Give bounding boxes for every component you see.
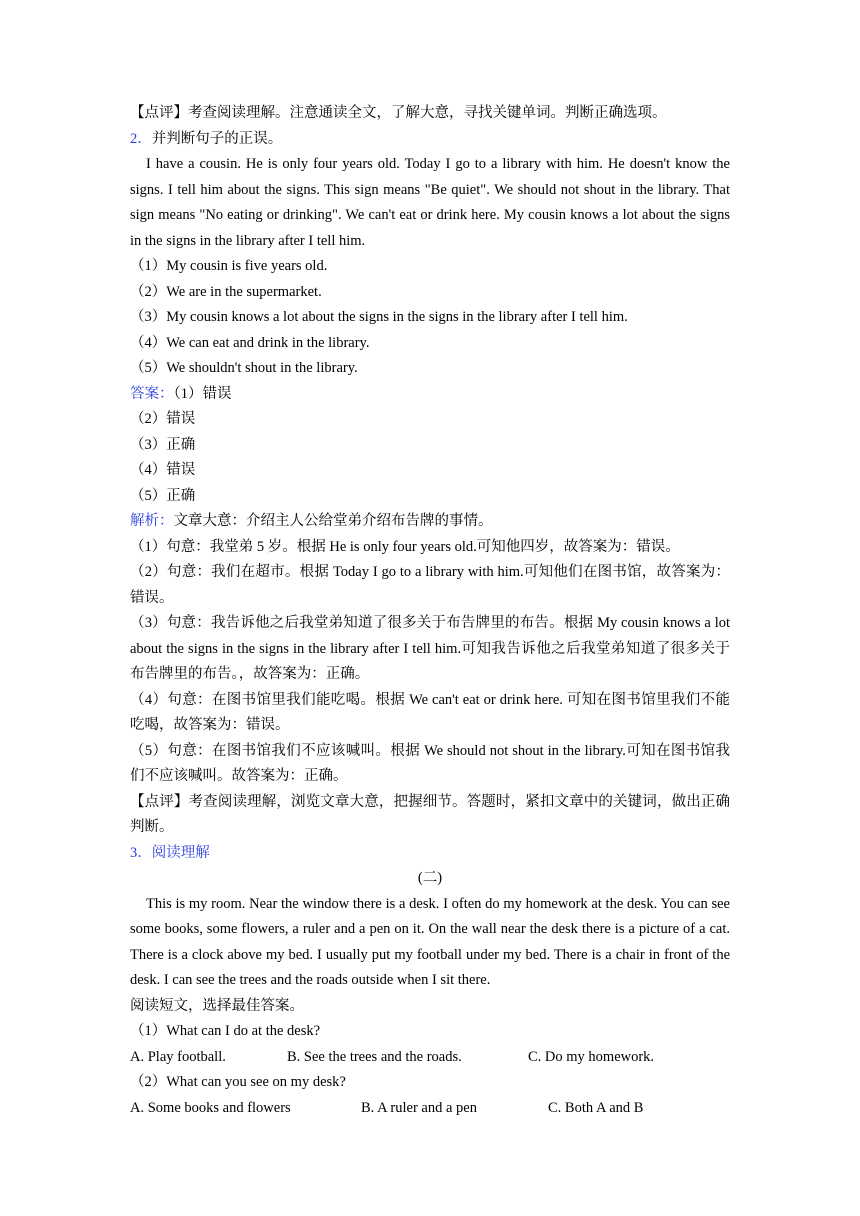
option-c: C. Do my homework. — [528, 1048, 655, 1065]
options-row — [130, 1096, 730, 1122]
instruction: 阅读短文，选择最佳答案。 — [130, 997, 304, 1014]
passage-2: I have a cousin. He is only four years old. Today I go to a library with him. He doesn't know the signs. I tell him about the signs. This sign means "Be quiet". We should not shout in the library. That sign means "No eating or drinking". We can't eat or drink here. My cousin knows a lot about the signs in the signs in the library after I tell him. — [130, 156, 730, 249]
statement: （5）We shouldn't shout in the library. — [130, 360, 358, 376]
passage-3: This is my room. Near the window there is a desk. I often do my homework at the desk. You can see some books, some flowers, a ruler and a pen on it. On the wall near the desk there is a picture of a cat. There is a clock above my bed. I usually put my football under my bed. There is a chair in front of the desk. I can see the trees and the roads outside when I sit there. — [130, 895, 730, 988]
question-3-heading — [130, 841, 730, 867]
analysis-item: （4）句意：在图书馆里我们能吃喝。根据 We can't eat or drink here. 可知在图书馆里我们不能吃喝，故答案为：错误。 — [130, 691, 730, 733]
answer-item: （2）错误 — [130, 411, 196, 427]
answer-item: （5）正确 — [130, 487, 196, 504]
analysis-item: （1）句意：我堂弟 5 岁。根据 He is only four years old.可知他四岁，故答案为：错误。 — [130, 538, 680, 555]
comment-1: 【点评】考查阅读理解。注意通读全文，了解大意，寻找关键单词。判断正确选项。 — [130, 105, 667, 121]
option-b: B. See the trees and the roads. — [287, 1048, 462, 1065]
analysis-item: （3）句意：我告诉他之后我堂弟知道了很多关于布告牌里的布告。根据 My cousin knows a lot about the signs in the signs in the library after I tell him.可知我告诉他之后我堂弟知道了很多关于布告牌里的布告。，故答案为：正确。 — [130, 615, 730, 682]
comment-2: 【点评】考查阅读理解，浏览文章大意，把握细节。答题时，紧扣文章中的关键词，做出正确判断。 — [130, 793, 730, 835]
answer-item: （4）错误 — [130, 462, 196, 478]
question-title: 阅读理解 — [151, 844, 210, 861]
mc-question: （2）What can you see on my desk? — [130, 1074, 346, 1090]
analysis-item: （5）句意：在图书馆我们不应该喊叫。根据 We should not shout in the library.可知在图书馆我们不应该喊叫。故答案为：正确。 — [130, 742, 730, 784]
options-row — [130, 1045, 730, 1071]
question-number: 2． — [130, 130, 152, 147]
mc-question: （1）What can I do at the desk? — [130, 1023, 321, 1039]
analysis-item: （2）句意：我们在超市。根据 Today I go to a library with him.可知他们在图书馆，故答案为：错误。 — [130, 564, 730, 606]
question-title: 并判断句子的正误。 — [151, 130, 283, 147]
option-a: A. Some books and flowers — [130, 1099, 291, 1116]
option-a: A. Play football. — [130, 1048, 226, 1065]
analysis-label: 解析： — [130, 513, 174, 529]
option-b: B. A ruler and a pen — [361, 1099, 477, 1116]
answer-item: （3）正确 — [130, 436, 196, 453]
statement: （1）My cousin is five years old. — [130, 258, 328, 274]
option-c: C. Both A and B — [548, 1099, 644, 1116]
passage-subtitle: (二) — [417, 870, 443, 886]
answer-label: 答案： — [130, 385, 174, 402]
document-content — [130, 101, 730, 1121]
analysis-line — [130, 509, 730, 535]
answer-line — [130, 382, 730, 408]
question-2-heading — [130, 127, 730, 153]
statement: （2）We are in the supermarket. — [130, 283, 322, 300]
statement: （4）We can eat and drink in the library. — [130, 334, 370, 351]
answer-item: （1）错误 — [173, 385, 232, 402]
question-number: 3． — [130, 844, 152, 861]
statement: （3）My cousin knows a lot about the signs in the signs in the library after I tell him. — [130, 309, 628, 325]
analysis-intro: 文章大意：介绍主人公给堂弟介绍布告牌的事情。 — [173, 513, 493, 529]
